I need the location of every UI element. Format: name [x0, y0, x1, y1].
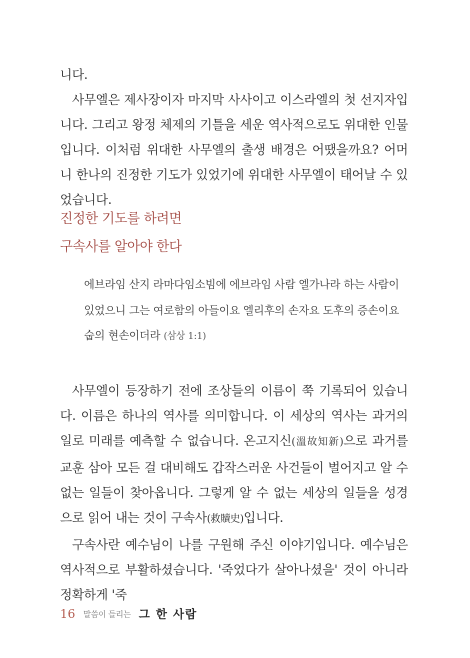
- continued-fragment: 니다.: [60, 67, 88, 82]
- body-paragraph-1: [60, 378, 408, 532]
- intro-paragraph: 사무엘은 제사장이자 마지막 사사이고 이스라엘의 첫 선지자입니다. 그리고 왕정 체제의 기틀을 세운 역사적으로도 위대한 인물입니다. 이처럼 위대한 사무엘의 출생 배경은 어땠을까요? 어머니 한나의 진정한 기도가 있었기에 위대한 사무엘이 태어날 수 있었습니다.: [60, 92, 408, 207]
- body-paragraph-1-part-a: 사무엘이 등장하기 전에 조상들의 이름이 쭉 기록되어 있습니다. 이름은 하나의 역사를 의미합니다. 이 세상의 역사는 과거의 일로 미래를 예측할 수 없습니다. 온고지신: [60, 383, 408, 448]
- body-paragraph-1-part-c: 입니다.: [243, 510, 284, 525]
- body-paragraph-1-part-b: 으로 과거를 교훈 삼아 모든 걸 대비해도 갑작스러운 사건들이 벌어지고 알 수 없는 일들이 찾아옵니다. 그렇게 알 수 없는 세상의 일들을 성경으로 읽어 내는 것이 구속사: [60, 433, 408, 525]
- body-paragraph-2: 구속사란 예수님이 나를 구원해 주신 이야기입니다. 예수님은 역사적으로 부활하셨습니다. '죽었다가 살아나셨을' 것이 아니라 정확하게 '죽: [60, 537, 408, 602]
- book-title: 그 한 사람: [138, 607, 198, 621]
- page-footer: [60, 604, 197, 624]
- scripture-reference: (삼상 1:1): [163, 331, 207, 342]
- book-title-prefix: 말씀이 들리는: [83, 609, 131, 619]
- page-number: 16: [60, 607, 76, 621]
- intro-section: [60, 62, 408, 212]
- main-section: [60, 378, 408, 607]
- hanja-ongojisin: (溫故知新): [291, 437, 344, 448]
- section-heading-line-2: 구속사를 알아야 한다: [60, 240, 182, 255]
- scripture-quote: [84, 272, 410, 350]
- section-heading-line-1: 진정한 기도를 하려면: [60, 212, 182, 227]
- section-heading: [60, 206, 182, 262]
- hanja-gusoksa: (救贖史): [206, 514, 244, 525]
- scripture-text: 에브라임 산지 라마다임소빔에 에브라임 사람 엘가나라 하는 사람이 있었으니 그는 여로함의 아들이요 엘리후의 손자요 도후의 증손이요 숩의 현손이더라: [84, 278, 400, 342]
